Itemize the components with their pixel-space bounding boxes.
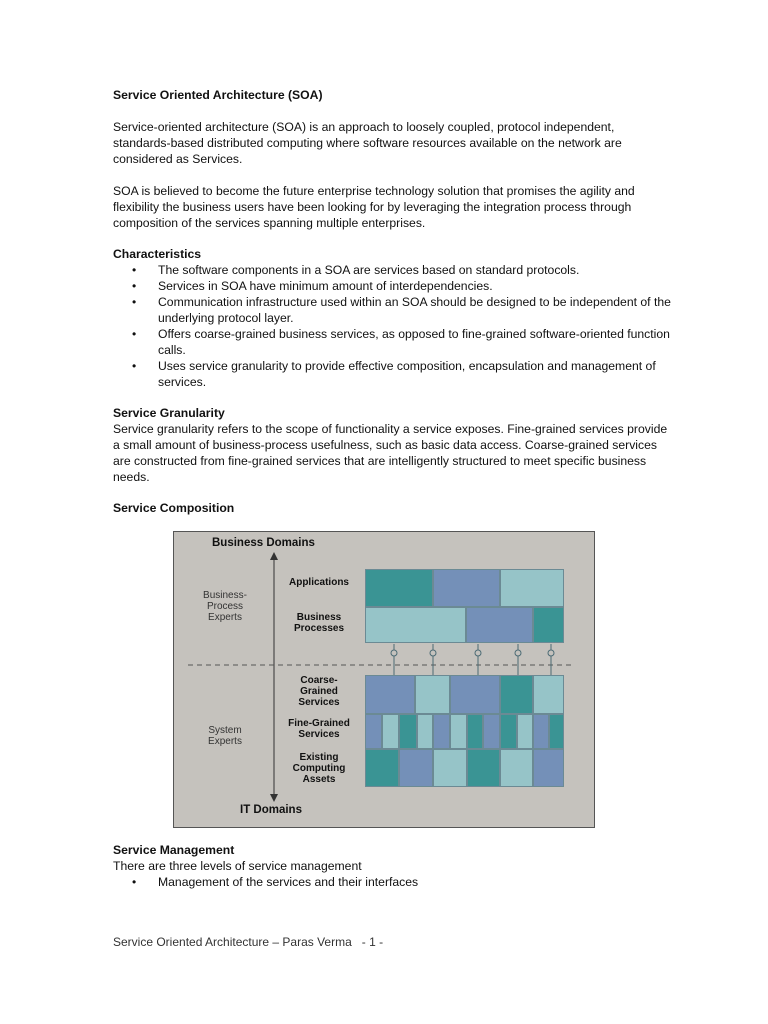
asset-block: [399, 749, 433, 787]
document-body: [113, 88, 673, 516]
coarse-grained-label: Coarse- Grained Services: [298, 675, 340, 708]
coarse-service-block: [415, 675, 450, 714]
business-domains-label: Business Domains: [212, 537, 315, 549]
fine-service-block: [450, 714, 467, 749]
bullet-icon: •: [132, 279, 137, 293]
fine-service-block: [365, 714, 382, 749]
list-item: • Management of the services and their interfaces: [132, 875, 419, 889]
asset-block: [365, 749, 399, 787]
coarse-service-block: [450, 675, 500, 714]
characteristics-heading: Characteristics: [113, 247, 202, 261]
existing-assets-label: Existing Computing Assets: [292, 752, 346, 785]
bullet-icon: •: [132, 295, 137, 309]
bullet-icon: •: [132, 327, 137, 341]
application-block: [500, 569, 564, 607]
application-block: [433, 569, 500, 607]
connectors: [391, 644, 554, 675]
management-section: [113, 843, 673, 890]
business-processes-label: Business Processes: [293, 612, 345, 634]
management-heading: Service Management: [113, 843, 235, 857]
page-footer: Service Oriented Architecture – Paras Verma - 1 -: [113, 935, 384, 949]
business-process-experts-label: Business- Process Experts: [203, 590, 247, 623]
asset-block: [467, 749, 500, 787]
it-domains-label: IT Domains: [240, 804, 302, 816]
coarse-service-block: [365, 675, 415, 714]
granularity-paragraph: Service granularity refers to the scope of functionality a service exposes. Fine-grained services provide a small amount of business-process usefulness, such as basic data access. Coarse-grained services are constructed from fine-grained services that are intelligently structured to meet specific business needs.: [113, 422, 668, 484]
characteristics-list: [113, 262, 673, 390]
asset-block: [533, 749, 564, 787]
bullet-icon: •: [132, 359, 137, 373]
management-list: [113, 874, 673, 890]
fine-service-block: [533, 714, 549, 749]
list-item: • Services in SOA have minimum amount of interdependencies.: [132, 279, 493, 293]
fine-service-block: [417, 714, 433, 749]
down-arrow-icon: [270, 794, 278, 802]
fine-service-block: [382, 714, 399, 749]
process-block: [365, 607, 466, 643]
system-experts-label: System Experts: [208, 725, 242, 747]
list-item: • Offers coarse-grained business services, as opposed to fine-grained software-oriented function calls.: [132, 327, 670, 357]
bullet-icon: •: [132, 263, 137, 277]
list-item: • The software components in a SOA are services based on standard protocols.: [132, 263, 580, 277]
application-block: [365, 569, 433, 607]
intro-paragraph-2: SOA is believed to become the future enterprise technology solution that promises the agility and flexibility the business users have been looking for by leveraging the integration process through composition of the services spanning multiple enterprises.: [113, 184, 635, 230]
fine-service-block: [500, 714, 517, 749]
applications-label: Applications: [288, 577, 349, 588]
asset-block: [433, 749, 467, 787]
composition-heading: Service Composition: [113, 501, 235, 515]
coarse-service-block: [500, 675, 533, 714]
up-arrow-icon: [270, 552, 278, 560]
fine-service-block: [517, 714, 533, 749]
fine-service-block: [399, 714, 417, 749]
coarse-service-block: [533, 675, 564, 714]
granularity-heading: Service Granularity: [113, 406, 225, 420]
asset-block: [500, 749, 533, 787]
list-item: • Uses service granularity to provide effective composition, encapsulation and management of services.: [132, 359, 656, 389]
bullet-icon: •: [132, 875, 137, 889]
fine-grained-label: Fine-Grained Services: [288, 718, 350, 740]
fine-service-block: [433, 714, 450, 749]
process-block: [533, 607, 564, 643]
fine-service-block: [549, 714, 564, 749]
process-block: [466, 607, 533, 643]
service-composition-diagram: [173, 531, 595, 828]
intro-paragraph-1: Service-oriented architecture (SOA) is an approach to loosely coupled, protocol independent, standards-based distributed computing where software resources available on the network are considered as Services.: [113, 120, 622, 166]
fine-service-block: [483, 714, 500, 749]
fine-service-block: [467, 714, 483, 749]
management-paragraph: There are three levels of service management: [113, 859, 362, 873]
page-title: Service Oriented Architecture (SOA): [113, 88, 323, 102]
list-item: • Communication infrastructure used within an SOA should be designed to be independent of the underlying protocol layer.: [132, 295, 671, 325]
